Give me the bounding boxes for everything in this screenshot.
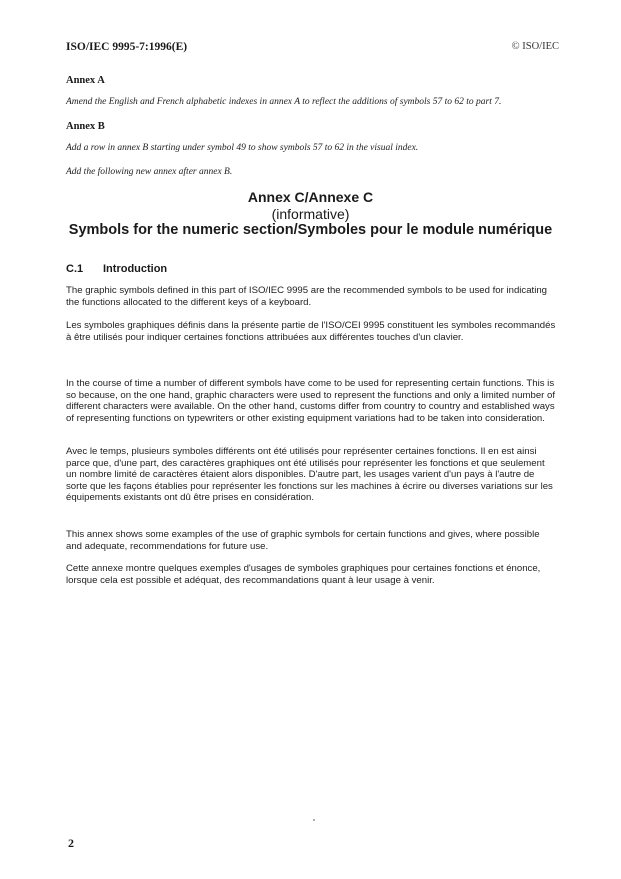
paragraph-fr-3: Cette annexe montre quelques exemples d'usages de symboles graphiques pour certaines fonctions et énonce, lorsque cela est possible et adéquat, des recommandations quant à leur usage à venir.	[66, 563, 541, 586]
annex-c-heading: Symbols for the numeric section/Symboles pour le module numérique	[68, 222, 553, 238]
standard-reference: ISO/IEC 9995-7:1996(E)	[66, 41, 188, 53]
publisher-mark: © ISO/IEC	[511, 41, 559, 52]
paragraph-en-1: The graphic symbols defined in this part of ISO/IEC 9995 are the recommended symbols to be used for indicating the functions allocated to the different keys of a keyboard.	[66, 285, 548, 308]
paragraph-fr-1: Les symboles graphiques définis dans la présente partie de l'ISO/CEI 9995 constituent les symboles recommandés à être utilisés pour indiquer certaines fonctions attribuées aux différentes touches d'un clavier.	[66, 320, 556, 343]
section-number: C.1	[66, 263, 84, 275]
annex-c-title: Annex C/Annexe C	[247, 189, 374, 205]
annex-b-text: Add a row in annex B starting under symbol 49 to show symbols 57 to 62 in the visual index.	[66, 143, 419, 153]
page-number: 2	[68, 836, 74, 850]
annex-b-heading: Annex B	[66, 121, 105, 132]
annex-a-text: Amend the English and French alphabetic indexes in annex A to reflect the additions of symbols 57 to 62 to part 7.	[66, 97, 502, 107]
paragraph-fr-2: Avec le temps, plusieurs symboles différents ont été utilisés pour représenter certaines fonctions. Il en est ainsi parce que, d'une part, des caractères graphiques ont été utilisés pour représenter les fonctions et que seulement un nombre limité de caractères étaient alors disponibles. D'autre part, les usages varient d'un pays à l'autre de sorte que les façons établies pour représenter les fonctions sur les machines à écrire ou diverses variations sur les équipements existants ont dû être prises en considération.	[66, 446, 553, 503]
annex-c-subtitle: (informative)	[271, 206, 350, 222]
section-title: Introduction	[103, 263, 168, 275]
paragraph-en-2: In the course of time a number of different symbols have come to be used for representing certain functions. This is so because, on the one hand, graphic characters were used to represent the functions and only a limited number of different characters were available. On the other hand, customs differ from country to country and established ways of representing functions on typewriters or other existing equipment variations had to be taken into consideration.	[66, 378, 556, 424]
scan-speck	[313, 819, 315, 821]
paragraph-en-3: This annex shows some examples of the use of graphic symbols for certain functions and gives, where possible and adequate, recommendations for future use.	[66, 529, 540, 552]
annex-b-note: Add the following new annex after annex B.	[66, 167, 233, 177]
annex-a-heading: Annex A	[66, 75, 105, 86]
